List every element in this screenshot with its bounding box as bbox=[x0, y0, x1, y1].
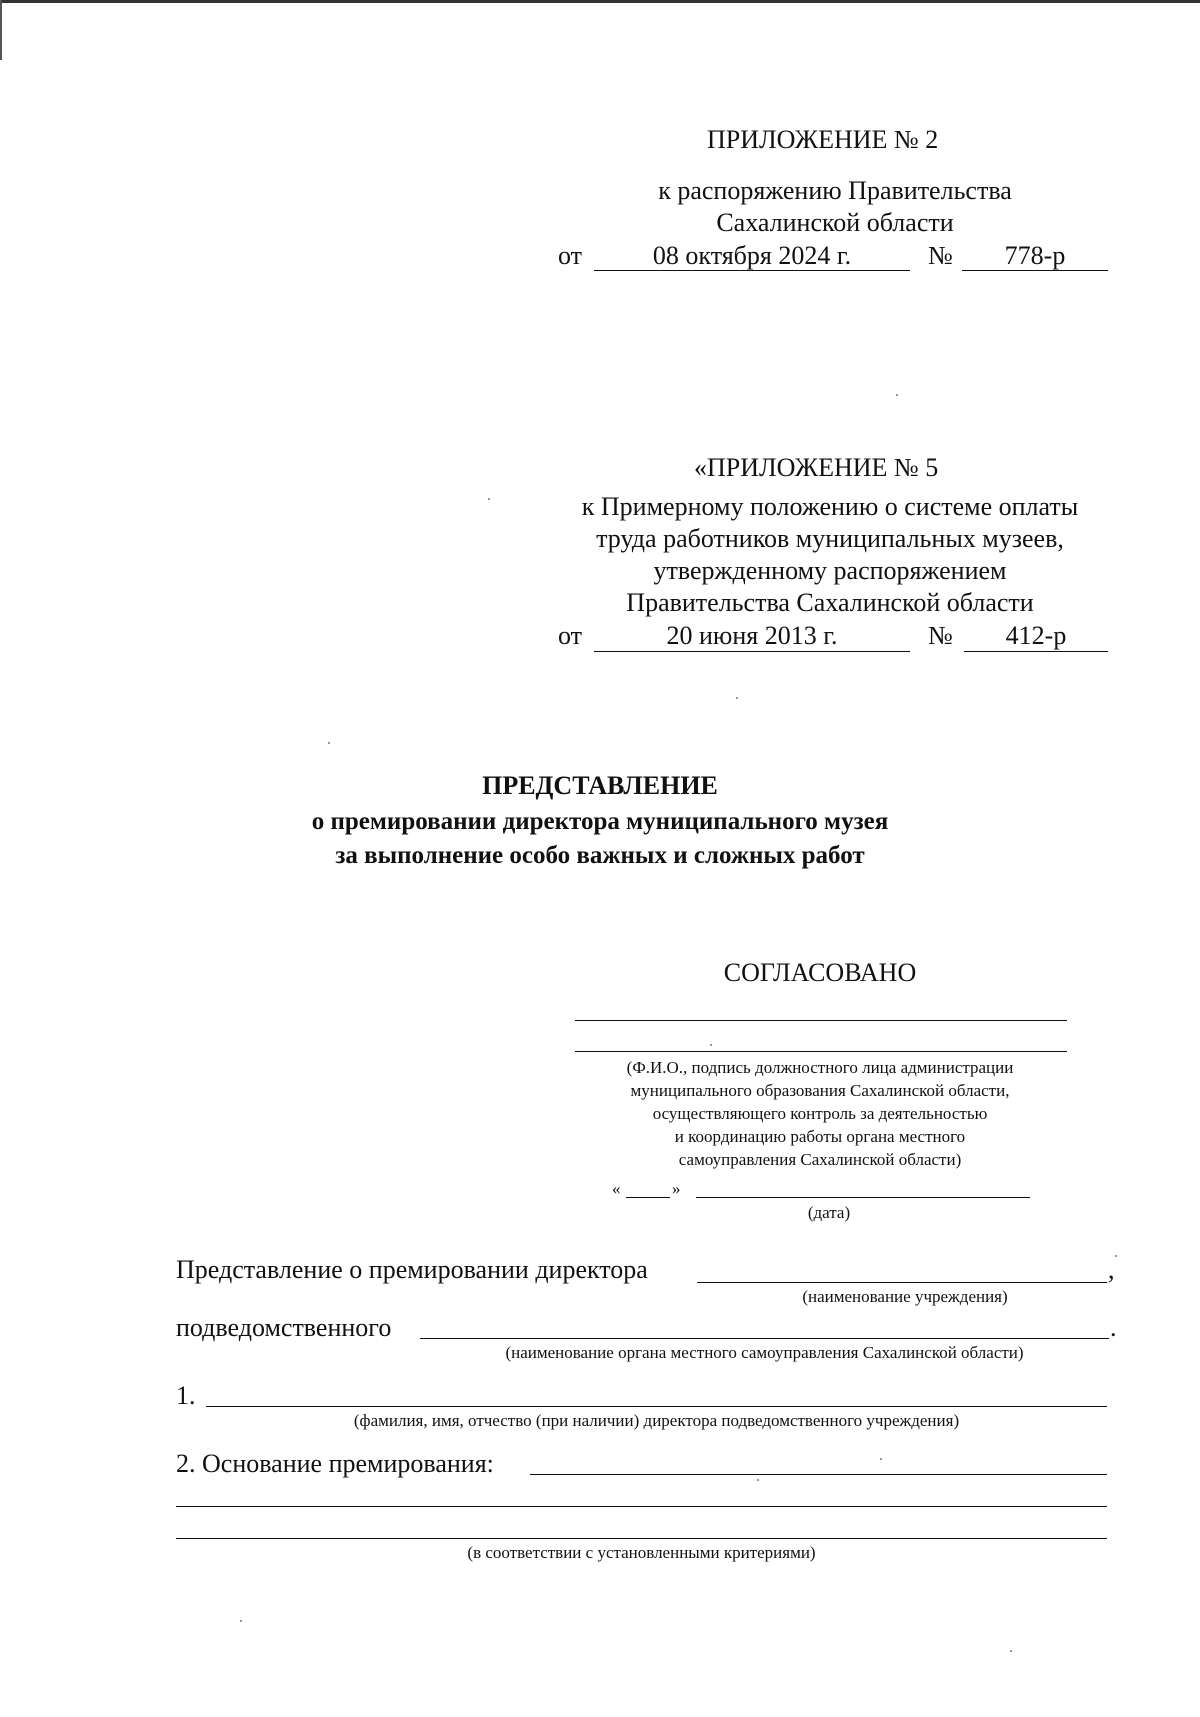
appendix-5-line4: Правительства Сахалинской области bbox=[626, 588, 1034, 617]
approval-date-note: (дата) bbox=[807, 1203, 851, 1222]
scan-speck bbox=[1115, 1255, 1117, 1257]
approval-note-line2: муниципального образования Сахалинской области, bbox=[630, 1081, 1010, 1100]
appendix-2-number: 778-р bbox=[1004, 241, 1066, 270]
scan-speck bbox=[896, 394, 898, 396]
scan-speck bbox=[736, 697, 738, 699]
scan-speck bbox=[880, 1458, 882, 1460]
approval-quote-open: « bbox=[612, 1179, 621, 1198]
appendix-5-number-line bbox=[964, 651, 1108, 652]
document-subtitle-line2: за выполнение особо важных и сложных работ bbox=[335, 842, 865, 869]
appendix-2-number-line bbox=[962, 270, 1108, 271]
scan-speck bbox=[710, 1044, 712, 1046]
scan-speck bbox=[488, 498, 490, 500]
approval-signature-line2 bbox=[575, 1051, 1067, 1052]
appendix-5-num-label: № bbox=[928, 621, 953, 650]
appendix-5-line1: к Примерному положению о системе оплаты bbox=[581, 492, 1079, 521]
form-item2-note: (в соответствии с установленными критериями) bbox=[467, 1543, 816, 1562]
form-item2-line3 bbox=[176, 1538, 1107, 1539]
form-intro-end: , bbox=[1108, 1255, 1115, 1284]
appendix-2-date: 08 октября 2024 г. bbox=[652, 241, 852, 270]
scan-speck bbox=[757, 1479, 759, 1481]
appendix-5-title: «ПРИЛОЖЕНИЕ № 5 bbox=[694, 453, 939, 482]
approval-note-line4: и координацию работы органа местного bbox=[674, 1127, 966, 1146]
appendix-5-line2: труда работников муниципальных музеев, bbox=[596, 524, 1064, 553]
appendix-2-title: ПРИЛОЖЕНИЕ № 2 bbox=[707, 125, 939, 154]
document-title: ПРЕДСТАВЛЕНИЕ bbox=[482, 771, 718, 800]
appendix-5-date: 20 июня 2013 г. bbox=[666, 621, 838, 650]
appendix-2-line1: к распоряжению Правительства bbox=[658, 176, 1012, 205]
form-subordinate-end: . bbox=[1110, 1313, 1117, 1342]
appendix-2-line2: Сахалинской области bbox=[716, 208, 954, 237]
scan-speck bbox=[328, 742, 330, 744]
form-subordinate-label: подведомственного bbox=[176, 1313, 392, 1342]
appendix-5-from-label: от bbox=[558, 621, 583, 650]
appendix-2-date-line bbox=[594, 270, 910, 271]
appendix-2-from-label: от bbox=[558, 241, 583, 270]
scan-speck bbox=[240, 1620, 242, 1622]
form-institution-note: (наименование учреждения) bbox=[802, 1287, 1008, 1306]
appendix-5-line3: утвержденному распоряжением bbox=[653, 556, 1007, 585]
scan-edge-left bbox=[0, 0, 2, 60]
approval-title: СОГЛАСОВАНО bbox=[723, 958, 917, 987]
document-subtitle-line1: о премировании директора муниципального музея bbox=[311, 808, 889, 835]
form-item2-line1 bbox=[530, 1474, 1107, 1475]
form-item2-label: 2. Основание премирования: bbox=[176, 1449, 494, 1478]
form-intro-label: Представление о премировании директора bbox=[176, 1255, 648, 1284]
approval-quote-close: » bbox=[672, 1179, 681, 1198]
approval-note-line5: самоуправления Сахалинской области) bbox=[678, 1150, 962, 1169]
form-item2-line2 bbox=[176, 1506, 1107, 1507]
scan-edge-top bbox=[0, 0, 1200, 3]
form-authority-line bbox=[420, 1338, 1109, 1339]
appendix-5-number: 412-р bbox=[1005, 621, 1067, 650]
approval-note-line3: осуществляющего контроль за деятельностью bbox=[652, 1104, 988, 1123]
approval-day-line bbox=[626, 1197, 670, 1198]
form-item1-note: (фамилия, имя, отчество (при наличии) директора подведомственного учреждения) bbox=[353, 1411, 960, 1430]
form-item1-label: 1. bbox=[176, 1381, 196, 1410]
form-authority-note: (наименование органа местного самоуправления Сахалинской области) bbox=[505, 1343, 1024, 1362]
form-item1-line bbox=[206, 1406, 1107, 1407]
approval-signature-line1 bbox=[575, 1020, 1067, 1021]
approval-note-line1: (Ф.И.О., подпись должностного лица администрации bbox=[626, 1058, 1014, 1077]
appendix-5-date-line bbox=[594, 651, 910, 652]
approval-date-line bbox=[696, 1197, 1030, 1198]
scan-speck bbox=[1010, 1650, 1012, 1652]
appendix-2-num-label: № bbox=[928, 241, 953, 270]
form-institution-line bbox=[697, 1282, 1107, 1283]
